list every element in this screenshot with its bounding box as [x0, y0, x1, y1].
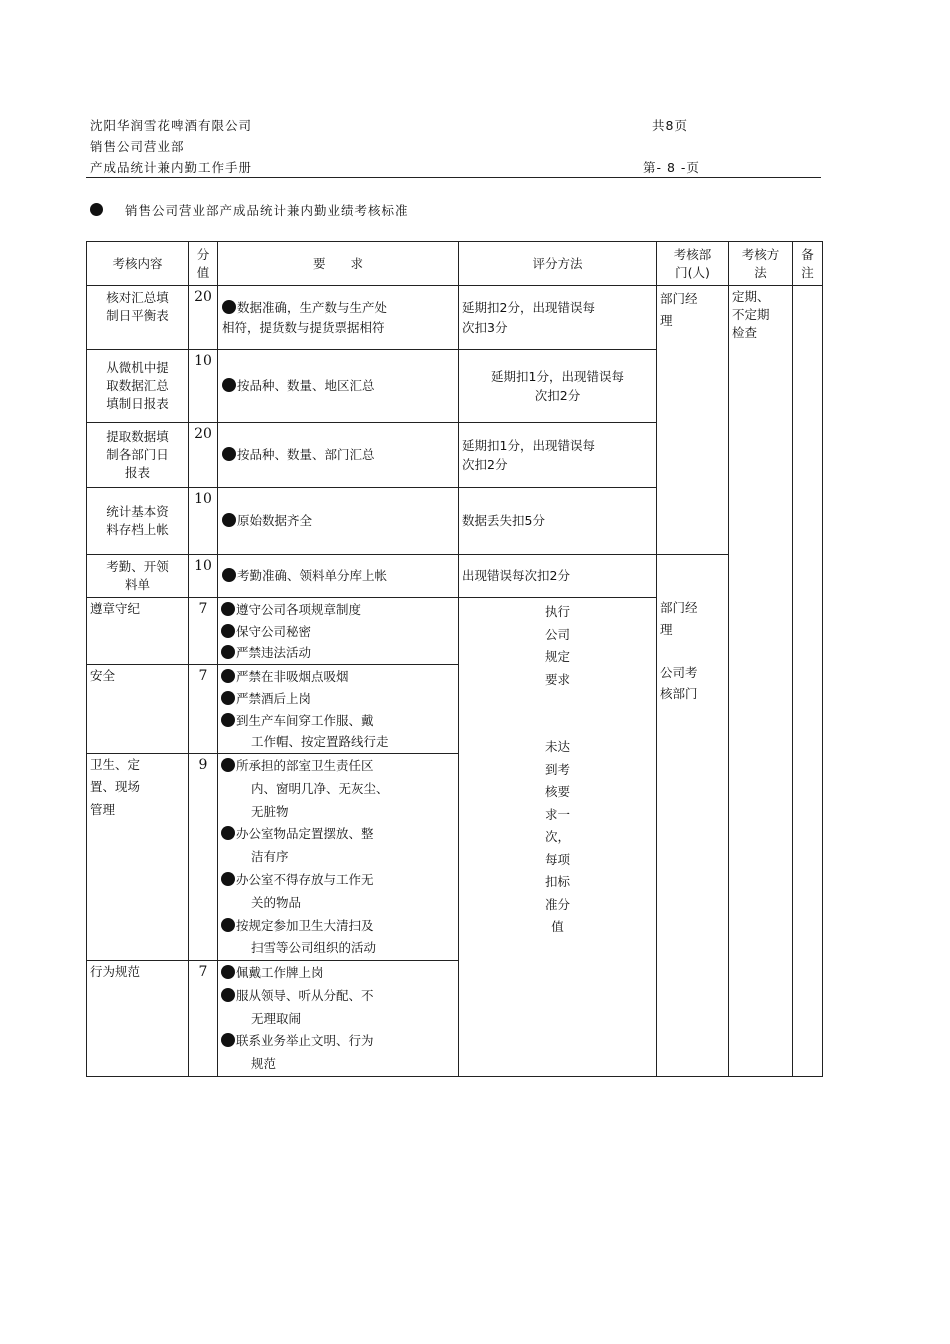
bullet-icon: [221, 691, 235, 705]
method-cell: 延期扣1分，出现错误每 次扣2分: [459, 350, 657, 423]
col-header-score: 分 值: [189, 242, 218, 286]
content-cell: 遵章守纪: [87, 598, 189, 665]
assessment-table: [86, 241, 823, 1077]
bullet-icon: [221, 645, 235, 659]
col-header-remark: 备 注: [793, 242, 823, 286]
header-rule: [86, 177, 821, 178]
requirement-cell: 考勤准确、领料单分库上帐: [218, 555, 459, 598]
bullet-icon: [221, 624, 235, 638]
bullet-icon: [221, 988, 235, 1002]
col-header-content: 考核内容: [87, 242, 189, 286]
bullet-icon: [221, 826, 235, 840]
content-cell: 统计基本资 料存档上帐: [87, 488, 189, 555]
table-header-row: [87, 242, 823, 286]
col-header-dept: 考核部 门(人): [657, 242, 729, 286]
requirement-cell: 所承担的部室卫生责任区 内、窗明几净、无灰尘、 无脏物 办公室物品定置摆放、整 洁有序 办公室不得存放与工作无 关的物品 按规定参加卫生大清扫及 扫雪等公司组织的活动: [218, 753, 459, 960]
bullet-icon: [222, 300, 236, 314]
score-cell: 7: [189, 598, 218, 665]
bullet-icon: [221, 602, 235, 616]
requirement-cell: 严禁在非吸烟点吸烟 严禁酒后上岗 到生产车间穿工作服、戴 工作帽、按定置路线行走: [218, 665, 459, 754]
requirement-cell: 原始数据齐全: [218, 488, 459, 555]
bullet-icon: [221, 758, 235, 772]
requirement-cell: 按品种、数量、部门汇总: [218, 423, 459, 488]
bullet-icon: [222, 447, 236, 461]
method-cell: 出现错误每次扣2分: [459, 555, 657, 598]
company-name: 沈阳华润雪花啤酒有限公司: [90, 118, 253, 133]
score-cell: 9: [189, 753, 218, 960]
assessor-cell-lower: 部门经 理 公司考 核部门: [657, 555, 729, 1077]
bullet-icon: [221, 669, 235, 683]
score-cell: 10: [189, 555, 218, 598]
content-cell: 安全: [87, 665, 189, 754]
requirement-cell: 遵守公司各项规章制度 保守公司秘密 严禁违法活动: [218, 598, 459, 665]
bullet-icon: [221, 1033, 235, 1047]
score-cell: 7: [189, 961, 218, 1077]
col-header-requirement: 要 求: [218, 242, 459, 286]
bullet-icon: [222, 513, 236, 527]
content-cell: 行为规范: [87, 961, 189, 1077]
section-heading: [90, 201, 409, 219]
remark-cell: [793, 286, 823, 1077]
method-cell: 延期扣2分，出现错误每 次扣3分: [459, 286, 657, 350]
content-cell: 核对汇总填 制日平衡表: [87, 286, 189, 350]
assessment-way-cell: 定期、 不定期 检查: [729, 286, 793, 1077]
total-pages: 共8页: [652, 118, 688, 133]
score-cell: 10: [189, 488, 218, 555]
department-name: 销售公司营业部: [90, 139, 185, 154]
score-cell: 10: [189, 350, 218, 423]
col-header-way: 考核方 法: [729, 242, 793, 286]
manual-title: 产成品统计兼内勤工作手册: [90, 160, 253, 175]
content-cell: 卫生、定 置、现场 管理: [87, 753, 189, 960]
section-title: 销售公司营业部产成品统计兼内勤业绩考核标准: [125, 203, 409, 218]
col-header-method: 评分方法: [459, 242, 657, 286]
bullet-icon: [221, 713, 235, 727]
requirement-cell: 佩戴工作牌上岗 服从领导、听从分配、不 无理取闹 联系业务举止文明、行为 规范: [218, 961, 459, 1077]
bullet-icon: [90, 203, 103, 216]
score-cell: 7: [189, 665, 218, 754]
assessor-cell-upper: 部门经 理: [657, 286, 729, 555]
requirement-cell: 按品种、数量、地区汇总: [218, 350, 459, 423]
bullet-icon: [221, 965, 235, 979]
bullet-icon: [222, 378, 236, 392]
content-cell: 从微机中提 取数据汇总 填制日报表: [87, 350, 189, 423]
bullet-icon: [222, 568, 236, 582]
requirement-cell: 数据准确，生产数与生产处 相符，提货数与提货票据相符: [218, 286, 459, 350]
bullet-icon: [221, 872, 235, 886]
content-cell: 考勤、开领 料单: [87, 555, 189, 598]
content-cell: 提取数据填 制各部门日 报表: [87, 423, 189, 488]
score-cell: 20: [189, 423, 218, 488]
table-row: [87, 555, 823, 598]
table-row: [87, 286, 823, 350]
method-cell: 数据丢失扣5分: [459, 488, 657, 555]
method-cell-shared: 执行 公司 规定 要求 未达 到考 核要 求一 次， 每项 扣标 准分 值: [459, 598, 657, 1077]
score-cell: 20: [189, 286, 218, 350]
method-cell: 延期扣1分，出现错误每 次扣2分: [459, 423, 657, 488]
page-number: 第- 8 -页: [643, 160, 700, 175]
bullet-icon: [221, 918, 235, 932]
